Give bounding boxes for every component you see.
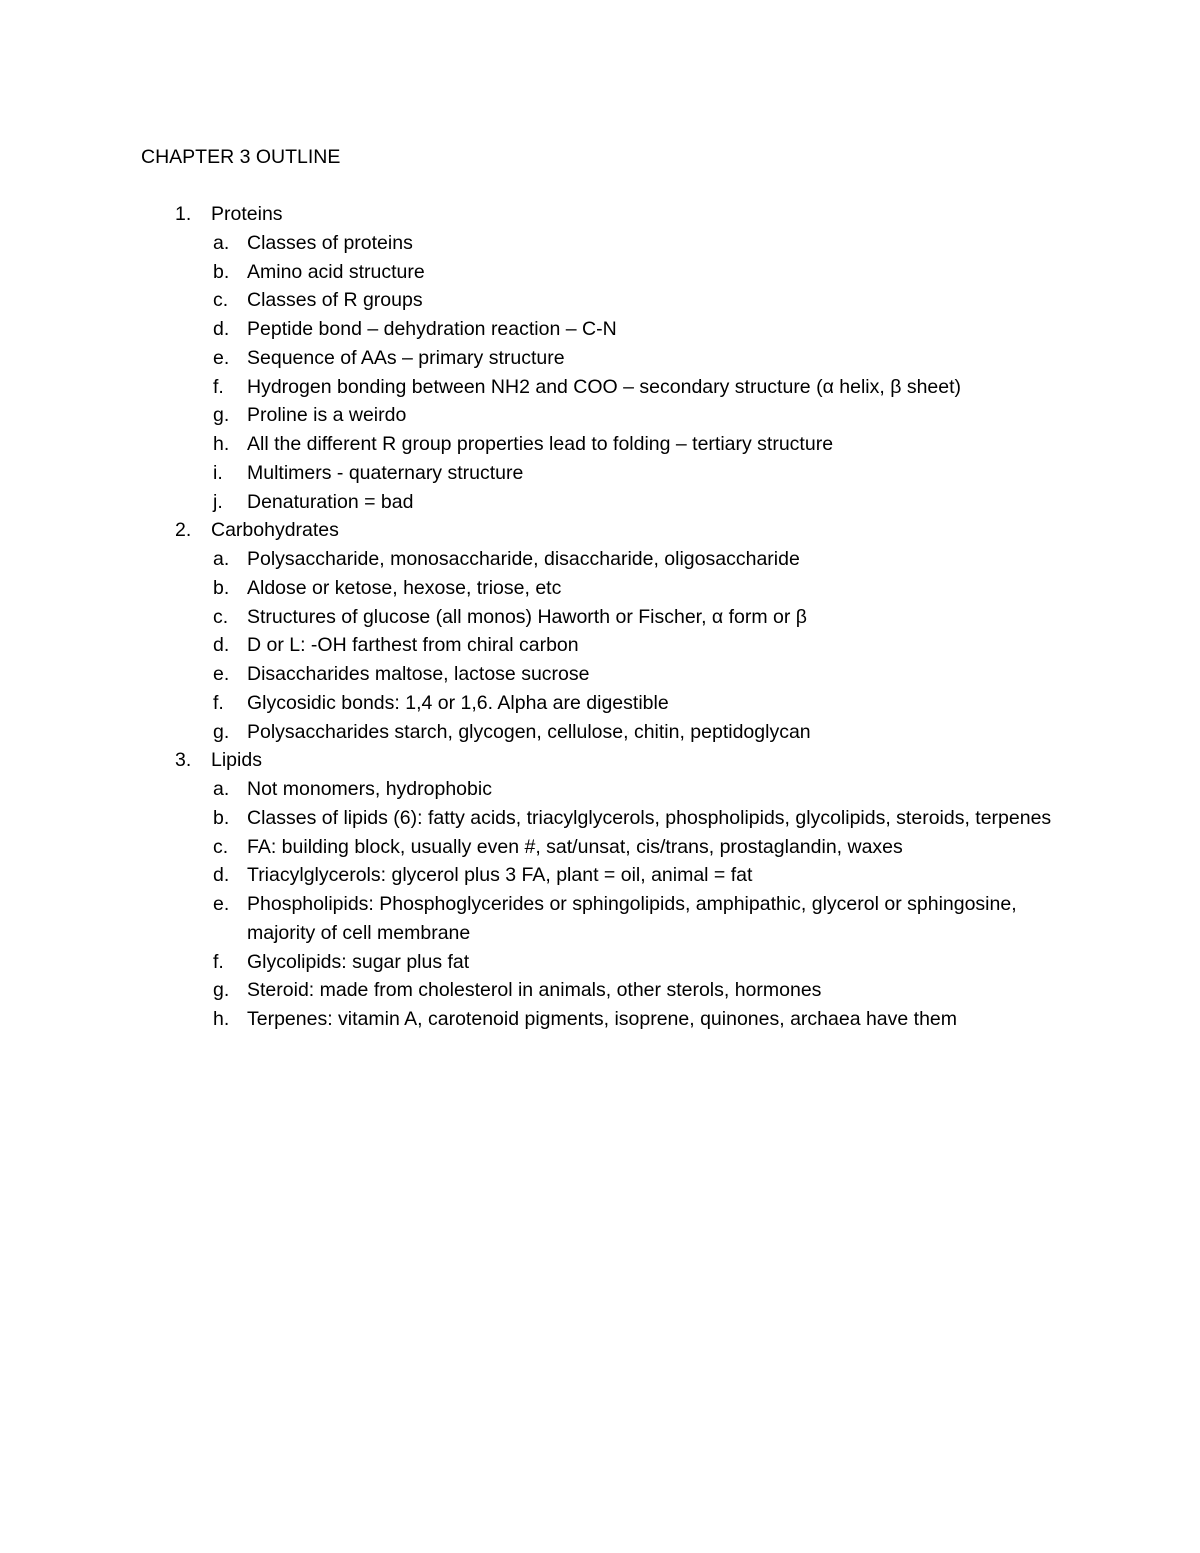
- subitem-letter: e.: [213, 893, 230, 915]
- outline-subitem: [141, 804, 1061, 833]
- outline-subitem: [141, 574, 1061, 603]
- subitem-letter: f.: [213, 950, 224, 973]
- subitem-text: Glycolipids: sugar plus fat: [247, 950, 470, 973]
- subitem-text: Amino acid structure: [247, 260, 425, 283]
- section-heading: Carbohydrates: [211, 519, 339, 542]
- subitem-letter: i.: [213, 461, 223, 484]
- section-number: 1.: [175, 203, 192, 225]
- subitem-letter: g.: [213, 404, 230, 427]
- subitem-text: Sequence of AAs – primary structure: [247, 346, 565, 369]
- subitem-text: Multimers - quaternary structure: [247, 461, 524, 484]
- outline-subitem: [141, 775, 1061, 804]
- outline-subitem: [141, 833, 1061, 862]
- subitem-text: Classes of proteins: [247, 231, 413, 254]
- subitem-text: Polysaccharides starch, glycogen, cellulose, chitin, peptidoglycan: [247, 720, 811, 743]
- subitem-text: Classes of lipids (6): fatty acids, triacylglycerols, phospholipids, glycolipids, steroids, terpenes: [247, 806, 1052, 829]
- subitem-letter: c.: [213, 289, 229, 312]
- outline-subitem: [141, 603, 1061, 632]
- subitem-text: Not monomers, hydrophobic: [247, 778, 492, 800]
- subitem-text: Aldose or ketose, hexose, triose, etc: [247, 576, 562, 599]
- subitem-text: Structures of glucose (all monos) Haworth or Fischer, α form or β: [247, 605, 808, 628]
- subitem-letter: b.: [213, 576, 230, 599]
- subitem-letter: b.: [213, 260, 230, 283]
- subitem-text: Triacylglycerols: glycerol plus 3 FA, plant = oil, animal = fat: [247, 864, 753, 887]
- subitem-letter: b.: [213, 806, 230, 829]
- section-heading: Proteins: [211, 203, 283, 225]
- outline-subitem: [141, 258, 1061, 287]
- outline-subitem: [141, 718, 1061, 747]
- subitem-text: All the different R group properties lead to folding – tertiary structure: [247, 433, 834, 455]
- outline-section: [141, 746, 1061, 775]
- page-title: CHAPTER 3 OUTLINE: [141, 146, 341, 168]
- outline-subitem: [141, 373, 1061, 402]
- subitem-letter: a.: [213, 548, 230, 570]
- outline-subitem: [141, 545, 1061, 574]
- subitem-text: Proline is a weirdo: [247, 404, 407, 427]
- subitem-letter: d.: [213, 864, 230, 887]
- subitem-letter: g.: [213, 979, 230, 1002]
- outline-subitem: [141, 1005, 1061, 1034]
- subitem-letter: a.: [213, 231, 230, 254]
- subitem-text: FA: building block, usually even #, sat/unsat, cis/trans, prostaglandin, waxes: [247, 835, 903, 858]
- outline-subitem: [141, 948, 1061, 977]
- outline-subitem: [141, 401, 1061, 430]
- section-number: 3.: [175, 749, 192, 772]
- subitem-text: Denaturation = bad: [247, 490, 414, 513]
- subitem-text: Disaccharides maltose, lactose sucrose: [247, 663, 590, 685]
- subitem-text: Terpenes: vitamin A, carotenoid pigments, isoprene, quinones, archaea have them: [247, 1008, 958, 1030]
- subitem-text: Classes of R groups: [247, 289, 423, 312]
- outline-subitem: [141, 890, 1061, 948]
- section-heading: Lipids: [211, 749, 262, 772]
- subitem-letter: j.: [213, 490, 223, 513]
- subitem-text: Steroid: made from cholesterol in animals, other sterols, hormones: [247, 979, 822, 1002]
- subitem-letter: f.: [213, 691, 224, 714]
- subitem-text: Peptide bond – dehydration reaction – C-N: [247, 318, 617, 340]
- subitem-letter: d.: [213, 318, 230, 340]
- subitem-letter: e.: [213, 663, 230, 685]
- subitem-text: Glycosidic bonds: 1,4 or 1,6. Alpha are digestible: [247, 691, 669, 714]
- subitem-text: D or L: -OH farthest from chiral carbon: [247, 634, 579, 657]
- outline-subitem: [141, 315, 1061, 344]
- subitem-letter: h.: [213, 1008, 230, 1030]
- subitem-text: Hydrogen bonding between NH2 and COO – secondary structure (α helix, β sheet): [247, 375, 962, 398]
- outline-subitem: [141, 976, 1061, 1005]
- subitem-letter: a.: [213, 778, 230, 800]
- subitem-letter: g.: [213, 720, 230, 743]
- outline-subitem: [141, 631, 1061, 660]
- subitem-letter: c.: [213, 835, 229, 858]
- outline-subitem: [141, 430, 1061, 459]
- outline-subitem: [141, 861, 1061, 890]
- subitem-text: Phospholipids: Phosphoglycerides or sphingolipids, amphipathic, glycerol or sphingosine, majority of cell membrane: [247, 893, 1017, 944]
- outline-subitem: [141, 689, 1061, 718]
- subitem-letter: h.: [213, 433, 230, 455]
- outline-subitem: [141, 488, 1061, 517]
- outline-subitem: [141, 344, 1061, 373]
- subitem-letter: c.: [213, 605, 229, 628]
- subitem-letter: f.: [213, 375, 224, 398]
- outline-subitem: [141, 286, 1061, 315]
- subitem-letter: d.: [213, 634, 230, 657]
- outline-section: [141, 200, 1061, 229]
- subitem-text: Polysaccharide, monosaccharide, disaccharide, oligosaccharide: [247, 548, 800, 570]
- outline-subitem: [141, 229, 1061, 258]
- outline-list: [141, 200, 1061, 1034]
- subitem-letter: e.: [213, 346, 230, 369]
- outline-subitem: [141, 660, 1061, 689]
- outline-section: [141, 516, 1061, 545]
- outline-subitem: [141, 459, 1061, 488]
- section-number: 2.: [175, 519, 192, 542]
